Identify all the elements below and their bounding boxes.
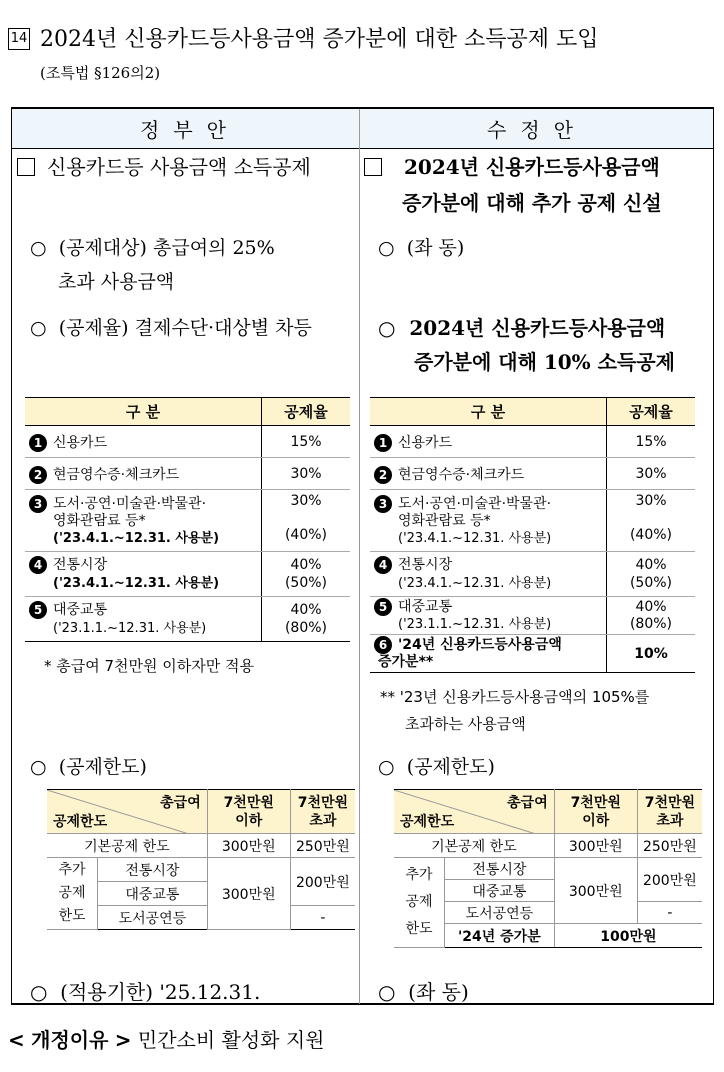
right-rate-table <box>370 397 695 673</box>
right-box-item <box>364 152 660 182</box>
label-part: 추가 <box>405 867 433 883</box>
left-limit-title <box>30 752 147 782</box>
circle-bullet-icon: ○ <box>30 756 47 778</box>
left-expiry <box>30 977 260 1007</box>
circle-bullet-icon: ○ <box>378 980 396 1004</box>
right-box-item-text: 2024년 신용카드등사용금액 <box>404 155 660 179</box>
limit-col1-header <box>554 790 637 834</box>
table-row <box>370 635 695 673</box>
right-angle-icon: > <box>114 1028 132 1052</box>
row-rate: 40% <box>635 598 667 615</box>
circle-bullet-icon: ○ <box>378 316 396 340</box>
left-box-item-text: 신용카드등 사용금액 소득공제 <box>47 155 311 179</box>
extra-row-label: 도서공연등 <box>98 906 208 930</box>
number-2-icon: 2 <box>29 466 47 484</box>
circle-bullet-icon: ○ <box>30 317 47 339</box>
table-row <box>25 552 350 597</box>
row-rate: 15% <box>262 426 351 458</box>
row-rate: 10% <box>607 635 696 673</box>
col-label: 7천만원 <box>223 794 274 811</box>
row-rate: 30% <box>290 493 322 509</box>
label-part: 공제 <box>58 885 86 901</box>
number-3-icon: 3 <box>374 495 392 513</box>
column-divider <box>359 109 360 1004</box>
extra-limit-label <box>394 858 445 948</box>
number-5-icon: 5 <box>29 601 47 619</box>
number-2-icon: 2 <box>374 466 392 484</box>
checkbox-square-icon <box>17 158 35 176</box>
extra-row-label: 전통시장 <box>98 858 208 882</box>
row-name-cont: 증가분** <box>378 654 434 670</box>
row-name: 대중교통 <box>53 601 108 618</box>
expiry-value: (좌 동) <box>408 980 469 1004</box>
table-row <box>370 426 695 458</box>
row-note: ('23.4.1.~12.31. 사용분) <box>398 530 552 546</box>
row-rate: 40% <box>635 557 667 573</box>
limit-title-text: (공제한도) <box>406 756 495 778</box>
col-label: 7천만원 <box>570 794 621 811</box>
col-label: 이하 <box>235 812 263 829</box>
row-name: 신용카드 <box>398 434 453 451</box>
circle-bullet-icon: ○ <box>30 980 48 1004</box>
number-1-icon: 1 <box>374 434 392 452</box>
col-label: 7천만원 <box>297 794 349 811</box>
col-label: 7천만원 <box>644 794 696 811</box>
left-bullet-rate <box>30 313 312 343</box>
table-row <box>25 458 350 490</box>
table-header-rate: 공제율 <box>262 398 351 426</box>
row-name: 전통시장 <box>53 556 108 573</box>
row-name-cont: 영화관람료 등* <box>398 512 491 529</box>
page-subtitle: (조특법 §126의2) <box>40 64 161 82</box>
basic-limit-label: 기본공제 한도 <box>394 834 554 858</box>
row-name-cont: 영화관람료 등* <box>53 512 146 529</box>
extra-row-label: 대중교통 <box>445 880 555 902</box>
table-row <box>25 490 350 552</box>
extra-limit-v2: 200만원 <box>290 858 355 906</box>
left-box-item <box>17 152 311 182</box>
bullet-text: (좌 동) <box>406 237 465 259</box>
right-expiry <box>378 977 469 1007</box>
corner-bottom-label: 공제한도 <box>400 814 455 830</box>
basic-limit-v2: 250만원 <box>290 834 355 858</box>
row-name: 신용카드 <box>53 434 108 451</box>
row-note: ('23.4.1.~12.31. 사용분) <box>398 575 552 591</box>
extra-limit-label <box>47 858 98 930</box>
table-row <box>370 490 695 552</box>
basic-limit-v1: 300만원 <box>554 834 637 858</box>
row-name: 대중교통 <box>398 599 453 615</box>
col-label: 초과 <box>309 812 337 829</box>
row-rate-extra: (40%) <box>629 527 673 543</box>
right-bullet-target <box>378 233 464 263</box>
right-limit-title <box>378 752 495 782</box>
row-rate-extra: (50%) <box>284 575 328 591</box>
increase-limit-value: 100만원 <box>554 924 702 948</box>
right-limit-table <box>394 789 702 948</box>
left-bullet-target <box>30 233 275 263</box>
col-label: 이하 <box>582 812 610 829</box>
circle-bullet-icon: ○ <box>30 237 47 259</box>
table-row <box>370 552 695 597</box>
item-number: 14 <box>8 28 30 50</box>
extra-limit-v2-last: - <box>637 902 702 924</box>
extra-row-label: 전통시장 <box>445 858 555 880</box>
row-rate: 15% <box>607 426 696 458</box>
right-footnote-cont: 초과하는 사용금액 <box>405 715 526 733</box>
extra-limit-v2-last: - <box>290 906 355 930</box>
table-header-category: 구 분 <box>25 398 262 426</box>
extra-limit-v2: 200만원 <box>637 858 702 902</box>
column-header-left: 정부안 <box>140 118 240 142</box>
row-rate: 30% <box>607 458 696 490</box>
row-note: ('23.1.1.~12.31. 사용분) <box>53 620 207 636</box>
label-part: 공제 <box>405 894 433 910</box>
table-row <box>25 426 350 458</box>
limit-col2-header <box>637 790 702 834</box>
reason-text: 민간소비 활성화 지원 <box>137 1028 325 1052</box>
extra-row-label-increase: '24년 증가분 <box>445 924 555 948</box>
row-rate-extra: (50%) <box>629 575 673 591</box>
basic-limit-label: 기본공제 한도 <box>47 834 207 858</box>
table-row <box>25 597 350 642</box>
row-name: 전통시장 <box>398 556 453 573</box>
label-part: 한도 <box>405 921 433 937</box>
page-title: 2024년 신용카드등사용금액 증가분에 대한 소득공제 도입 <box>40 27 599 52</box>
number-4-icon: 4 <box>374 556 392 574</box>
extra-row-label: 도서공연등 <box>445 902 555 924</box>
bullet-text: 총급여의 25% <box>152 237 275 259</box>
left-limit-table <box>47 789 355 930</box>
bullet-label: (공제율) <box>58 317 129 339</box>
limit-title-text: (공제한도) <box>58 756 147 778</box>
table-header-rate: 공제율 <box>607 398 696 426</box>
limit-col1-header <box>207 790 290 834</box>
row-name: 현금영수증·체크카드 <box>398 466 525 483</box>
basic-limit-v1: 300만원 <box>207 834 290 858</box>
table-header-category: 구 분 <box>370 398 607 426</box>
right-bullet-rate <box>378 313 665 343</box>
left-footnote: * 총급여 7천만원 이하자만 적용 <box>44 657 254 675</box>
row-rate: 30% <box>262 458 351 490</box>
circle-bullet-icon: ○ <box>378 237 395 259</box>
row-note: ('23.4.1.~12.31. 사용분) <box>53 530 220 546</box>
row-note: ('23.4.1.~12.31. 사용분) <box>53 575 220 591</box>
number-5-icon: 5 <box>374 598 392 616</box>
bullet-text: 2024년 신용카드등사용금액 <box>409 316 666 340</box>
right-footnote: ** '23년 신용카드등사용금액의 105%를 <box>380 688 650 706</box>
corner-top-label: 총급여 <box>160 795 201 811</box>
row-name: 도서·공연·미술관·박물관· <box>398 495 552 512</box>
extra-limit-v1: 300만원 <box>554 858 637 924</box>
row-rate: 40% <box>290 602 322 618</box>
amendment-reason <box>8 1024 325 1053</box>
row-name: '24년 신용카드등사용금액 <box>398 637 562 653</box>
extra-limit-v1: 300만원 <box>207 858 290 930</box>
expiry-value: '25.12.31. <box>159 980 261 1004</box>
col-label: 초과 <box>656 812 684 829</box>
limit-col2-header <box>290 790 355 834</box>
expiry-label: (적용기한) <box>60 980 154 1004</box>
row-rate-extra: (80%) <box>284 620 328 636</box>
limit-corner-header <box>47 790 207 834</box>
right-box-item-cont: 증가분에 대해 추가 공제 신설 <box>402 191 662 215</box>
number-1-icon: 1 <box>29 434 47 452</box>
number-4-icon: 4 <box>29 556 47 574</box>
bullet-text: 결제수단·대상별 차등 <box>134 317 312 339</box>
row-name: 현금영수증·체크카드 <box>53 466 180 483</box>
corner-bottom-label: 공제한도 <box>53 814 108 830</box>
row-rate: 40% <box>290 557 322 573</box>
circle-bullet-icon: ○ <box>378 756 395 778</box>
bullet-label: (공제대상) <box>58 237 147 259</box>
row-name: 도서·공연·미술관·박물관· <box>53 495 207 512</box>
column-header-right: 수정안 <box>487 118 587 142</box>
reason-label: 개정이유 <box>31 1028 109 1052</box>
left-rate-table <box>25 397 350 642</box>
left-angle-icon: < <box>8 1028 25 1052</box>
row-rate: 30% <box>635 493 667 509</box>
limit-corner-header <box>394 790 554 834</box>
row-rate-extra: (40%) <box>284 527 328 543</box>
right-bullet-rate-cont: 증가분에 대해 10% 소득공제 <box>414 350 675 374</box>
row-note: ('23.1.1.~12.31. 사용분) <box>398 617 552 632</box>
column-header-bar <box>12 109 713 149</box>
left-bullet-target-cont: 초과 사용금액 <box>58 271 175 293</box>
label-part: 추가 <box>58 862 86 878</box>
extra-row-label: 대중교통 <box>98 882 208 906</box>
basic-limit-v2: 250만원 <box>637 834 702 858</box>
row-rate-extra: (80%) <box>629 615 673 632</box>
corner-top-label: 총급여 <box>507 795 548 811</box>
table-row <box>370 597 695 635</box>
table-row <box>370 458 695 490</box>
checkbox-square-icon <box>364 158 382 176</box>
label-part: 한도 <box>58 908 86 924</box>
number-6-icon: 6 <box>374 636 392 654</box>
number-3-icon: 3 <box>29 495 47 513</box>
